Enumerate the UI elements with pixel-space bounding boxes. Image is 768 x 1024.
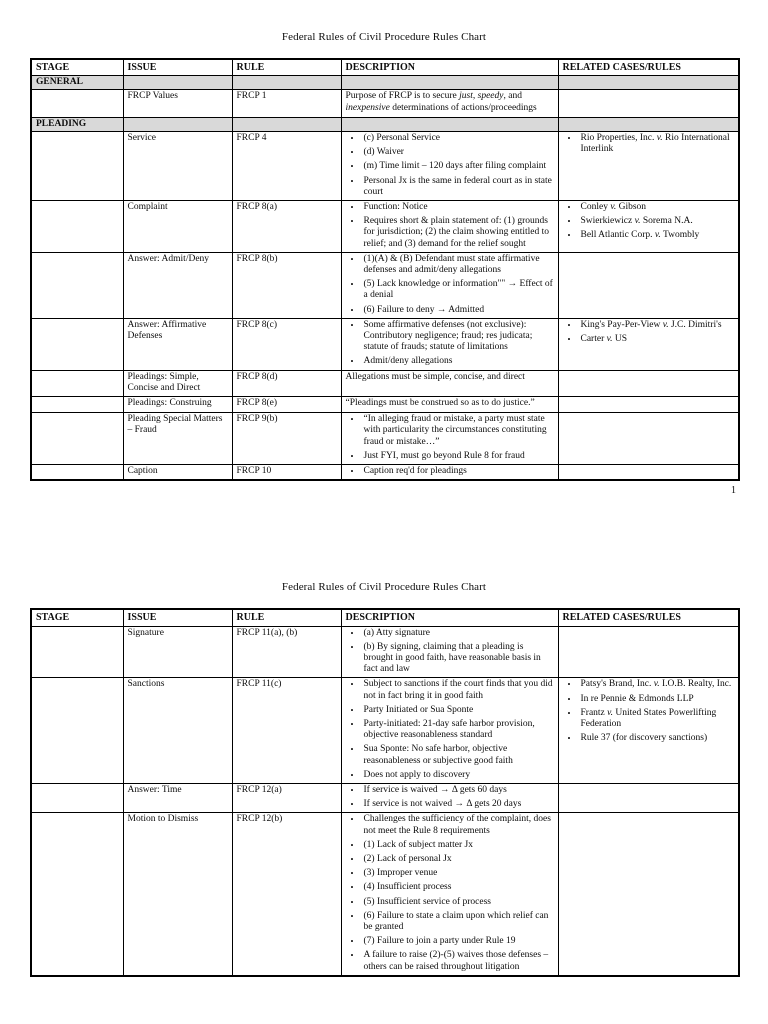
related-cases-cell: [558, 626, 739, 678]
bullet-text: Bell Atlantic Corp. v. Twombly: [580, 230, 700, 241]
bullet-marker: •: [350, 799, 354, 810]
bullet-item: [346, 785, 554, 796]
bullet-item: [346, 320, 554, 354]
bullet-item: [346, 466, 554, 477]
page-title: Federal Rules of Civil Procedure Rules Chart: [281, 581, 487, 594]
bullet-item: [563, 230, 735, 241]
bullet-item: [563, 733, 735, 744]
description-cell: [341, 252, 558, 318]
table-row: [31, 201, 739, 253]
bullet-marker: •: [350, 356, 354, 367]
related-cases-cell: [558, 783, 739, 812]
description-cell: [341, 813, 558, 976]
bullet-text: Does not apply to discovery: [363, 769, 471, 780]
stage-cell: [31, 397, 123, 413]
bullet-text: Function: Notice: [363, 202, 428, 213]
rule-cell: FRCP 8(b): [232, 252, 341, 318]
column-header: DESCRIPTION: [341, 59, 558, 76]
bullet-text: Party-initiated: 21-day safe harbor provision, objective reasonableness standard: [363, 718, 535, 741]
description-cell: [341, 413, 558, 465]
column-header: RULE: [232, 609, 341, 626]
stage-section-label: GENERAL: [31, 76, 123, 90]
bullet-text: (2) Lack of personal Jx: [363, 853, 452, 864]
bullet-item: [563, 216, 735, 227]
bullet-item: [346, 679, 554, 701]
bullet-item: [346, 356, 554, 367]
bullet-text: Patsy's Brand, Inc. v. I.O.B. Realty, Inc.: [580, 679, 732, 690]
rule-cell: FRCP 8(e): [232, 397, 341, 413]
related-cases-cell: [558, 370, 739, 396]
bullet-text: (d) Waiver: [363, 147, 404, 158]
bullet-marker: •: [350, 133, 354, 144]
issue-cell: Caption: [123, 465, 232, 481]
stage-cell: [31, 318, 123, 370]
section-cell: [232, 117, 341, 131]
bullet-item: [346, 936, 554, 947]
bullet-item: [346, 744, 554, 766]
bullet-text: (b) By signing, claiming that a pleading is brought in good faith, have reasonable basis in fact and law: [363, 641, 541, 675]
issue-cell: Sanctions: [123, 678, 232, 784]
bullet-marker: •: [567, 733, 571, 744]
related-cases-cell: [558, 90, 739, 117]
stage-cell: [31, 813, 123, 976]
description-cell: [341, 783, 558, 812]
description-cell: [341, 90, 558, 117]
bullet-marker: •: [350, 641, 354, 652]
bullet-text: (5) Insufficient service of process: [363, 896, 491, 907]
table-row: [31, 783, 739, 812]
issue-cell: Signature: [123, 626, 232, 678]
description-cell: [341, 132, 558, 201]
related-cases-cell: [558, 397, 739, 413]
section-cell: [558, 117, 739, 131]
related-cases-cell: [558, 413, 739, 465]
bullet-text: (a) Atty signature: [363, 627, 430, 638]
issue-cell: FRCP Values: [123, 90, 232, 117]
bullet-marker: •: [567, 216, 571, 227]
bullet-item: [563, 133, 735, 155]
bullet-text: Challenges the sufficiency of the complaint, does not meet the Rule 8 requirements: [363, 814, 551, 836]
stage-cell: [31, 626, 123, 678]
description-cell: [341, 626, 558, 678]
section-row: [31, 76, 739, 90]
bullet-text: If service is waived → Δ gets 60 days: [363, 784, 507, 795]
bullet-item: [346, 868, 554, 879]
stage-cell: [31, 678, 123, 784]
related-cases-cell: [558, 132, 739, 201]
section-cell: [341, 76, 558, 90]
bullet-text: Rule 37 (for discovery sanctions): [580, 733, 708, 744]
bullet-marker: •: [350, 950, 354, 961]
column-header: ISSUE: [123, 609, 232, 626]
bullet-item: [346, 254, 554, 276]
bullet-marker: •: [350, 466, 354, 477]
table-row: [31, 90, 739, 117]
text-line: Purpose of FRCP is to secure just, speedy, and inexpensive determinations of actions/proceedings: [345, 91, 537, 113]
column-header: RELATED CASES/RULES: [558, 609, 739, 626]
bullet-marker: •: [350, 718, 354, 729]
bullet-item: [346, 854, 554, 865]
section-cell: [123, 76, 232, 90]
bullet-item: [563, 708, 735, 730]
bullet-text: (4) Insufficient process: [363, 882, 452, 893]
stage-cell: [31, 201, 123, 253]
bullet-item: [346, 628, 554, 639]
column-header: DESCRIPTION: [341, 609, 558, 626]
bullet-marker: •: [350, 679, 354, 690]
bullet-marker: •: [350, 868, 354, 879]
bullet-item: [346, 147, 554, 158]
bullet-text: Frantz v. United States Powerlifting Federation: [580, 707, 717, 729]
bullet-marker: •: [567, 202, 571, 213]
bullet-item: [346, 279, 554, 301]
table-row: [31, 678, 739, 784]
bullet-text: In re Pennie & Edmonds LLP: [580, 693, 694, 704]
bullet-item: [346, 305, 554, 316]
bullet-item: [563, 320, 735, 331]
bullet-marker: •: [350, 253, 354, 264]
issue-cell: Pleading Special Matters – Fraud: [123, 413, 232, 465]
bullet-text: (5) Lack knowledge or information"" → Effect of a denial: [363, 279, 553, 301]
bullet-item: [346, 133, 554, 144]
issue-cell: Pleadings: Construing: [123, 397, 232, 413]
section-row: [31, 117, 739, 131]
bullet-item: [346, 705, 554, 716]
bullet-marker: •: [350, 882, 354, 893]
stage-cell: [31, 465, 123, 481]
bullet-item: [346, 799, 554, 810]
table-header-row: [31, 59, 739, 76]
column-header: STAGE: [31, 59, 123, 76]
bullet-item: [346, 950, 554, 972]
bullet-marker: •: [350, 414, 354, 425]
bullet-marker: •: [350, 161, 354, 172]
rules-table: [30, 608, 740, 976]
bullet-marker: •: [567, 707, 571, 718]
column-header: STAGE: [31, 609, 123, 626]
section-cell: [232, 76, 341, 90]
bullet-marker: •: [350, 627, 354, 638]
bullet-text: (7) Failure to join a party under Rule 19: [363, 936, 516, 947]
section-cell: [123, 117, 232, 131]
bullet-marker: •: [350, 744, 354, 755]
table-row: [31, 318, 739, 370]
column-header: ISSUE: [123, 59, 232, 76]
rules-table: [30, 58, 740, 481]
bullet-marker: •: [567, 319, 571, 330]
bullet-text: Sua Sponte: No safe harbor, objective reasonableness or subjective good faith: [363, 744, 513, 766]
stage-cell: [31, 132, 123, 201]
bullet-text: Caption req'd for pleadings: [363, 466, 467, 477]
rule-cell: FRCP 1: [232, 90, 341, 117]
bullet-marker: •: [350, 304, 354, 315]
bullet-marker: •: [567, 334, 571, 345]
bullet-marker: •: [350, 896, 354, 907]
bullet-item: [346, 202, 554, 213]
bullet-text: Personal Jx is the same in federal court as in state court: [363, 175, 552, 197]
bullet-text: Subject to sanctions if the court finds that you did not in fact bring it in good faith: [363, 679, 553, 701]
bullet-marker: •: [350, 814, 354, 825]
table-row: [31, 465, 739, 481]
section-cell: [341, 117, 558, 131]
bullet-item: [346, 176, 554, 198]
bullet-text: If service is not waived → Δ gets 20 days: [363, 799, 522, 810]
bullet-marker: •: [350, 147, 354, 158]
description-cell: [341, 370, 558, 396]
issue-cell: Answer: Time: [123, 783, 232, 812]
table-row: [31, 132, 739, 201]
description-cell: [341, 318, 558, 370]
bullet-text: Carter v. US: [580, 334, 628, 345]
bullet-text: Just FYI, must go beyond Rule 8 for fraud: [363, 450, 525, 461]
related-cases-cell: [558, 465, 739, 481]
bullet-marker: •: [350, 769, 354, 780]
issue-cell: Pleadings: Simple, Concise and Direct: [123, 370, 232, 396]
rule-cell: FRCP 8(d): [232, 370, 341, 396]
bullet-item: [346, 414, 554, 448]
table-row: [31, 370, 739, 396]
bullet-text: Admit/deny allegations: [363, 356, 453, 367]
bullet-marker: •: [350, 279, 354, 290]
issue-cell: Motion to Dismiss: [123, 813, 232, 976]
rule-cell: FRCP 10: [232, 465, 341, 481]
bullet-text: (6) Failure to state a claim upon which relief can be granted: [363, 910, 549, 932]
bullet-text: Some affirmative defenses (not exclusive): Contributory negligence; fraud; res judicata; statute of frauds; statute of limitations: [363, 319, 533, 353]
bullet-item: [346, 642, 554, 676]
bullet-marker: •: [567, 133, 571, 144]
rule-cell: FRCP 8(a): [232, 201, 341, 253]
bullet-text: Requires short & plain statement of: (1) grounds for jurisdiction; (2) the claim showing entitled to relief; and (3) demand for the relief sought: [363, 216, 549, 249]
bullet-item: [563, 679, 735, 690]
bullet-item: [346, 719, 554, 741]
bullet-item: [563, 202, 735, 213]
text-line: “Pleadings must be construed so as to do justice.”: [345, 398, 535, 409]
bullet-marker: •: [350, 175, 354, 186]
issue-cell: Complaint: [123, 201, 232, 253]
table-row: [31, 397, 739, 413]
related-cases-cell: [558, 678, 739, 784]
bullet-text: (6) Failure to deny → Admitted: [363, 304, 485, 315]
bullet-marker: •: [350, 910, 354, 921]
page-title: Federal Rules of Civil Procedure Rules Chart: [281, 31, 487, 43]
table-header-row: [31, 609, 739, 626]
bullet-marker: •: [567, 693, 571, 704]
bullet-text: King's Pay-Per-View v. J.C. Dimitri's: [580, 319, 722, 330]
bullet-text: (3) Improper venue: [363, 868, 438, 879]
bullet-marker: •: [350, 704, 354, 715]
description-cell: [341, 201, 558, 253]
rule-cell: FRCP 12(b): [232, 813, 341, 976]
stage-cell: [31, 252, 123, 318]
bullet-item: [563, 694, 735, 705]
issue-cell: Answer: Affirmative Defenses: [123, 318, 232, 370]
stage-cell: [31, 370, 123, 396]
bullet-marker: •: [350, 450, 354, 461]
description-cell: [341, 465, 558, 481]
bullet-marker: •: [567, 230, 571, 241]
bullet-text: “In alleging fraud or mistake, a party must state with particularity the circumstances constituting fraud or mistake…”: [363, 414, 547, 447]
column-header: RELATED CASES/RULES: [558, 59, 739, 76]
bullet-marker: •: [350, 936, 354, 947]
rule-cell: FRCP 11(c): [232, 678, 341, 784]
bullet-marker: •: [350, 784, 354, 795]
related-cases-cell: [558, 318, 739, 370]
rule-cell: FRCP 8(c): [232, 318, 341, 370]
bullet-text: Rio Properties, Inc. v. Rio International Interlink: [580, 133, 730, 155]
bullet-item: [346, 882, 554, 893]
bullet-text: (c) Personal Service: [363, 133, 440, 144]
page-2: [0, 581, 768, 976]
table-row: [31, 813, 739, 976]
bullet-text: Party Initiated or Sua Sponte: [363, 704, 474, 715]
bullet-item: [563, 334, 735, 345]
bullet-text: (m) Time limit – 120 days after filing complaint: [363, 161, 547, 172]
bullet-item: [346, 840, 554, 851]
bullet-item: [346, 897, 554, 908]
bullet-item: [346, 911, 554, 933]
table-row: [31, 413, 739, 465]
stage-cell: [31, 413, 123, 465]
bullet-marker: •: [350, 839, 354, 850]
bullet-marker: •: [567, 679, 571, 690]
text-line: Allegations must be simple, concise, and direct: [345, 371, 525, 382]
page-1: [0, 0, 768, 497]
issue-cell: Answer: Admit/Deny: [123, 252, 232, 318]
bullet-item: [346, 770, 554, 781]
column-header: RULE: [232, 59, 341, 76]
related-cases-cell: [558, 201, 739, 253]
description-cell: [341, 397, 558, 413]
bullet-item: [346, 216, 554, 250]
section-cell: [558, 76, 739, 90]
bullet-text: (1)(A) & (B) Defendant must state affirmative defenses and admit/deny allegations: [363, 253, 540, 276]
bullet-marker: •: [350, 202, 354, 213]
bullet-text: Swierkiewicz v. Sorema N.A.: [580, 216, 693, 227]
rule-cell: FRCP 11(a), (b): [232, 626, 341, 678]
rule-cell: FRCP 12(a): [232, 783, 341, 812]
table-row: [31, 626, 739, 678]
bullet-text: A failure to raise (2)-(5) waives those defenses – others can be raised throughout litigation: [363, 950, 549, 972]
bullet-item: [346, 451, 554, 462]
bullet-marker: •: [350, 216, 354, 227]
rule-cell: FRCP 4: [232, 132, 341, 201]
stage-cell: [31, 90, 123, 117]
table-row: [31, 252, 739, 318]
stage-cell: [31, 783, 123, 812]
description-cell: [341, 678, 558, 784]
related-cases-cell: [558, 252, 739, 318]
stage-section-label: PLEADING: [31, 117, 123, 131]
bullet-item: [346, 814, 554, 836]
rule-cell: FRCP 9(b): [232, 413, 341, 465]
page-number: 1: [731, 485, 736, 497]
bullet-item: [346, 161, 554, 172]
bullet-marker: •: [350, 319, 354, 330]
related-cases-cell: [558, 813, 739, 976]
issue-cell: Service: [123, 132, 232, 201]
bullet-marker: •: [350, 853, 354, 864]
bullet-text: (1) Lack of subject matter Jx: [363, 839, 473, 850]
bullet-text: Conley v. Gibson: [580, 202, 647, 213]
